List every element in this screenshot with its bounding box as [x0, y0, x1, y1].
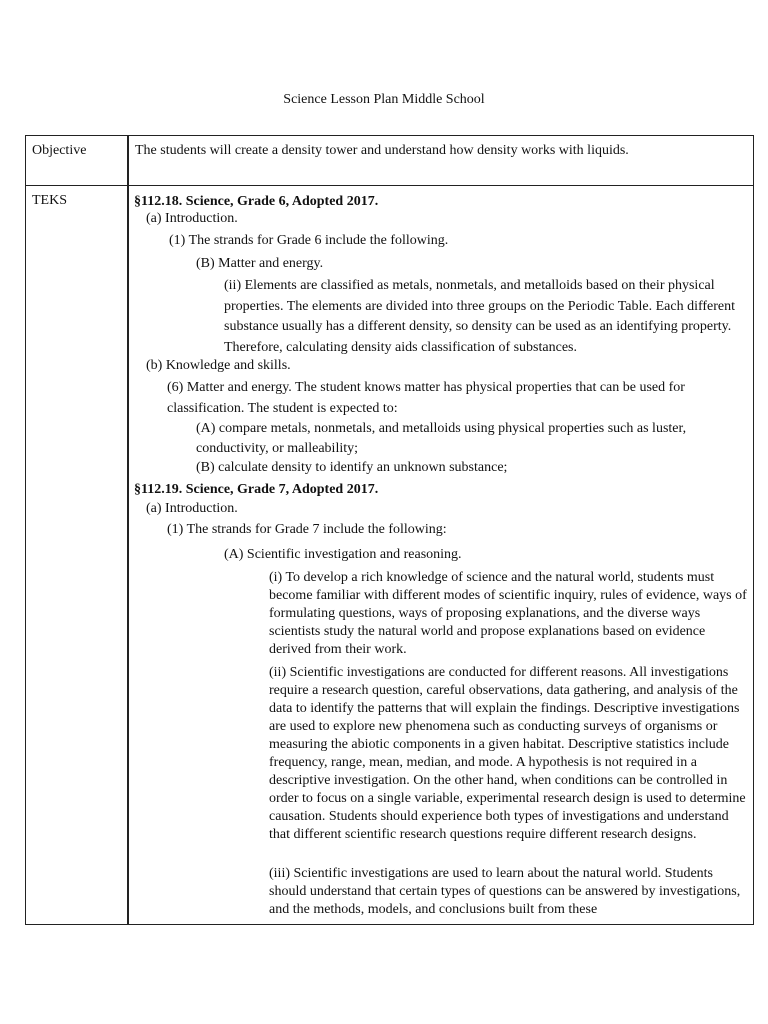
grade7-strands: (1) The strands for Grade 7 include the following:	[167, 522, 447, 537]
grade6-compare-metals: (A) compare metals, nonmetals, and metalloids using physical properties such as luster, conductivity, or malleability;	[196, 421, 687, 456]
grade6-knowledge-skills: (b) Knowledge and skills.	[146, 358, 291, 373]
grade7-investigations-paragraph: (ii) Scientific investigations are conducted for different reasons. All investigations require a research question, careful observations, data gathering, and analysis of the data to identify the patterns that will explain the findings. Descriptive investigations are used to explore new phenomena such as conducting surveys of organisms or measuring the abiotic components in a given habitat. Descriptive statistics include frequency, range, mean, median, and mode. A hypothesis is not required in a descriptive investigation. On the other hand, when conditions can be controlled in order to focus on a single variable, experimental research design is used to determine causation. Students should experience both types of investigations and understand that different scientific research questions require different research designs.	[269, 665, 746, 842]
teks-label: TEKS	[32, 193, 67, 208]
grade6-matter-expectation: (6) Matter and energy. The student knows matter has physical properties that can be used for classification. The student is expected to:	[167, 380, 685, 416]
objective-label: Objective	[32, 143, 87, 158]
grade7-heading: §112.19. Science, Grade 7, Adopted 2017.	[134, 482, 379, 497]
grade6-heading: §112.18. Science, Grade 6, Adopted 2017.	[134, 194, 379, 209]
grade6-matter-energy: (B) Matter and energy.	[196, 256, 324, 271]
grade7-scientific-investigation: (A) Scientific investigation and reasoning.	[224, 547, 462, 562]
grade7-knowledge-paragraph: (i) To develop a rich knowledge of science and the natural world, students must become familiar with different modes of scientific inquiry, rules of evidence, ways of formulating questions, ways of proposing explanations, and the diverse ways scientists study the natural world and propose explanations based on evidence derived from their work.	[269, 570, 747, 657]
grade6-intro: (a) Introduction.	[146, 211, 238, 226]
column-divider	[127, 136, 129, 924]
grade7-intro: (a) Introduction.	[146, 501, 238, 516]
objective-text: The students will create a density tower and understand how density works with liquids.	[135, 143, 629, 158]
row-divider	[26, 185, 753, 186]
lesson-plan-table	[25, 135, 754, 925]
grade6-elements-paragraph: (ii) Elements are classified as metals, nonmetals, and metalloids based on their physical properties. The elements are divided into three groups on the Periodic Table. Each different substance usually has a different density, so density can be used as an identifying property. Therefore, calculating density aids classification of substances.	[224, 278, 736, 355]
grade6-strands: (1) The strands for Grade 6 include the following.	[169, 233, 449, 248]
grade6-calculate-density: (B) calculate density to identify an unknown substance;	[196, 460, 508, 475]
grade7-natural-world-paragraph: (iii) Scientific investigations are used to learn about the natural world. Students should understand that certain types of questions can be answered by investigations, and the methods, models, and conclusions built from these	[269, 866, 741, 917]
page-title: Science Lesson Plan Middle School	[283, 92, 485, 107]
